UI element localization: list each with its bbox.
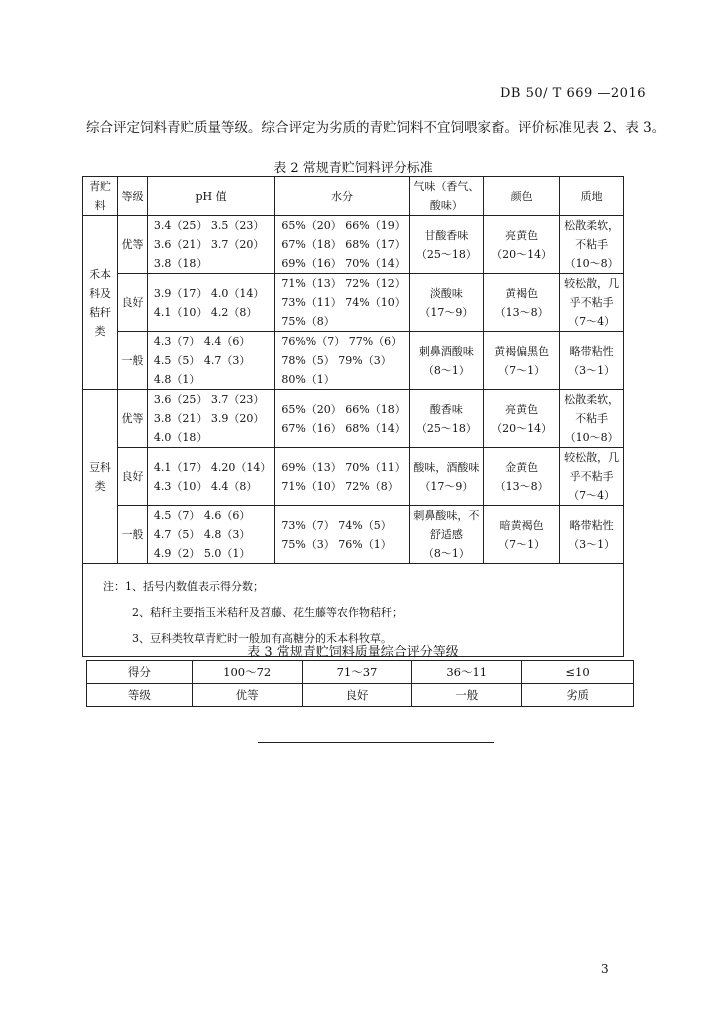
table-row	[83, 390, 624, 448]
header-ph: pH 值	[147, 177, 274, 216]
header-smell: 气味（香气、酸味）	[409, 177, 483, 216]
table-row	[83, 448, 624, 506]
smell-cell: 酸香味 （25～18）	[409, 390, 483, 448]
table-row	[83, 216, 624, 274]
smell-cell: 淡酸味 （17～9）	[409, 274, 483, 332]
header-texture: 质地	[560, 177, 624, 216]
moisture-cell: 73%（7） 74%（5） 75%（3） 76%（1）	[275, 506, 409, 564]
group-name-legume: 豆科类	[83, 390, 118, 564]
note-1: 注：1、括号内数值表示得分数；	[103, 580, 264, 593]
note-2: 2、秸秆主要指玉米秸秆及苕藤、花生藤等农作物秸秆；	[132, 606, 403, 619]
texture-cell: 较松散，几 乎不粘手 （7～4）	[560, 448, 624, 506]
color-cell: 暗黄褐色 （7～1）	[484, 506, 560, 564]
smell-cell: 刺鼻酒酸味 （8～1）	[409, 332, 483, 390]
table3-grade-row	[87, 684, 634, 707]
color-cell: 黄褐偏黑色 （7～1）	[484, 332, 560, 390]
grade-cell: 一般	[118, 332, 148, 390]
grade-cell: 优等	[118, 390, 148, 448]
color-cell: 黄褐色 （13～8）	[484, 274, 560, 332]
table2-header-row	[83, 177, 624, 216]
smell-cell: 刺鼻酸味，不 舒适感 （8～1）	[409, 506, 483, 564]
ph-cell: 4.1（17） 4.20（14） 4.3（10） 4.4（8）	[147, 448, 274, 506]
moisture-cell: 65%（20） 66%（19） 67%（18） 68%（17） 69%（16） 70%（14）	[275, 216, 409, 274]
texture-cell: 松散柔软， 不粘手 （10～8）	[560, 390, 624, 448]
smell-cell: 酸味，酒酸味 （17～9）	[409, 448, 483, 506]
moisture-cell: 65%（20） 66%（18） 67%（16） 68%（14）	[275, 390, 409, 448]
grade-cell: 良好	[118, 448, 148, 506]
table3-grade-levels	[86, 660, 634, 707]
grade-value: 劣质	[522, 684, 634, 707]
score-range: 71～37	[302, 661, 412, 684]
table3-caption: 表 3 常规青贮饲料质量综合评分等级	[247, 645, 459, 660]
texture-cell: 较松散，几 乎不粘手 （7～4）	[560, 274, 624, 332]
grade-cell: 一般	[118, 506, 148, 564]
ph-cell: 3.4（25） 3.5（23） 3.6（21） 3.7（20） 3.8（18）	[147, 216, 274, 274]
smell-cell: 甘酸香味 （25～18）	[409, 216, 483, 274]
intro-paragraph: 综合评定饲料青贮质量等级。综合评定为劣质的青贮饲料不宜饲喂家畜。评价标准见表 2、表 3。	[86, 120, 666, 136]
moisture-cell: 76%%（7） 77%（6） 78%（5） 79%（3） 80%（1）	[275, 332, 409, 390]
ph-cell: 3.6（25） 3.7（23） 3.8（21） 3.9（20） 4.0（18）	[147, 390, 274, 448]
score-range: 100～72	[192, 661, 302, 684]
ph-cell: 4.3（7） 4.4（6） 4.5（5） 4.7（3） 4.8（1）	[147, 332, 274, 390]
grade-value: 优等	[192, 684, 302, 707]
table-row	[83, 332, 624, 390]
table3-score-row	[87, 661, 634, 684]
table-row	[83, 506, 624, 564]
texture-cell: 松散柔软， 不粘手 （10～8）	[560, 216, 624, 274]
color-cell: 亮黄色 （20～14）	[484, 390, 560, 448]
grade-value: 良好	[302, 684, 412, 707]
note-3: 3、豆科类牧草青贮时一般加有高糖分的禾本科牧草。	[132, 632, 392, 645]
score-range: 36～11	[412, 661, 522, 684]
score-label: 得分	[87, 661, 193, 684]
header-moisture: 水分	[275, 177, 409, 216]
color-cell: 金黄色 （13～8）	[484, 448, 560, 506]
moisture-cell: 71%（13） 72%（12） 73%（11） 74%（10） 75%（8）	[275, 274, 409, 332]
header-grade: 等级	[118, 177, 148, 216]
moisture-cell: 69%（13） 70%（11） 71%（10） 72%（8）	[275, 448, 409, 506]
end-rule	[258, 742, 494, 743]
group-name-grass: 禾本科及秸秆类	[83, 216, 118, 390]
color-cell: 亮黄色 （20～14）	[484, 216, 560, 274]
table2-scoring-standard	[82, 176, 624, 657]
texture-cell: 略带粘性 （3～1）	[560, 506, 624, 564]
grade-label: 等级	[87, 684, 193, 707]
ph-cell: 3.9（17） 4.0（14） 4.1（10） 4.2（8）	[147, 274, 274, 332]
header-silage: 青贮料	[83, 177, 118, 216]
grade-cell: 良好	[118, 274, 148, 332]
texture-cell: 略带粘性 （3～1）	[560, 332, 624, 390]
table2-caption: 表 2 常规青贮饲料评分标准	[273, 161, 433, 176]
table-row	[83, 274, 624, 332]
page-number: 3	[601, 962, 609, 976]
ph-cell: 4.5（7） 4.6（6） 4.7（5） 4.8（3） 4.9（2） 5.0（1）	[147, 506, 274, 564]
grade-cell: 优等	[118, 216, 148, 274]
document-code: DB 50/ T 669 —2016	[500, 86, 646, 101]
score-range: ≤10	[522, 661, 634, 684]
header-color: 颜色	[484, 177, 560, 216]
grade-value: 一般	[412, 684, 522, 707]
